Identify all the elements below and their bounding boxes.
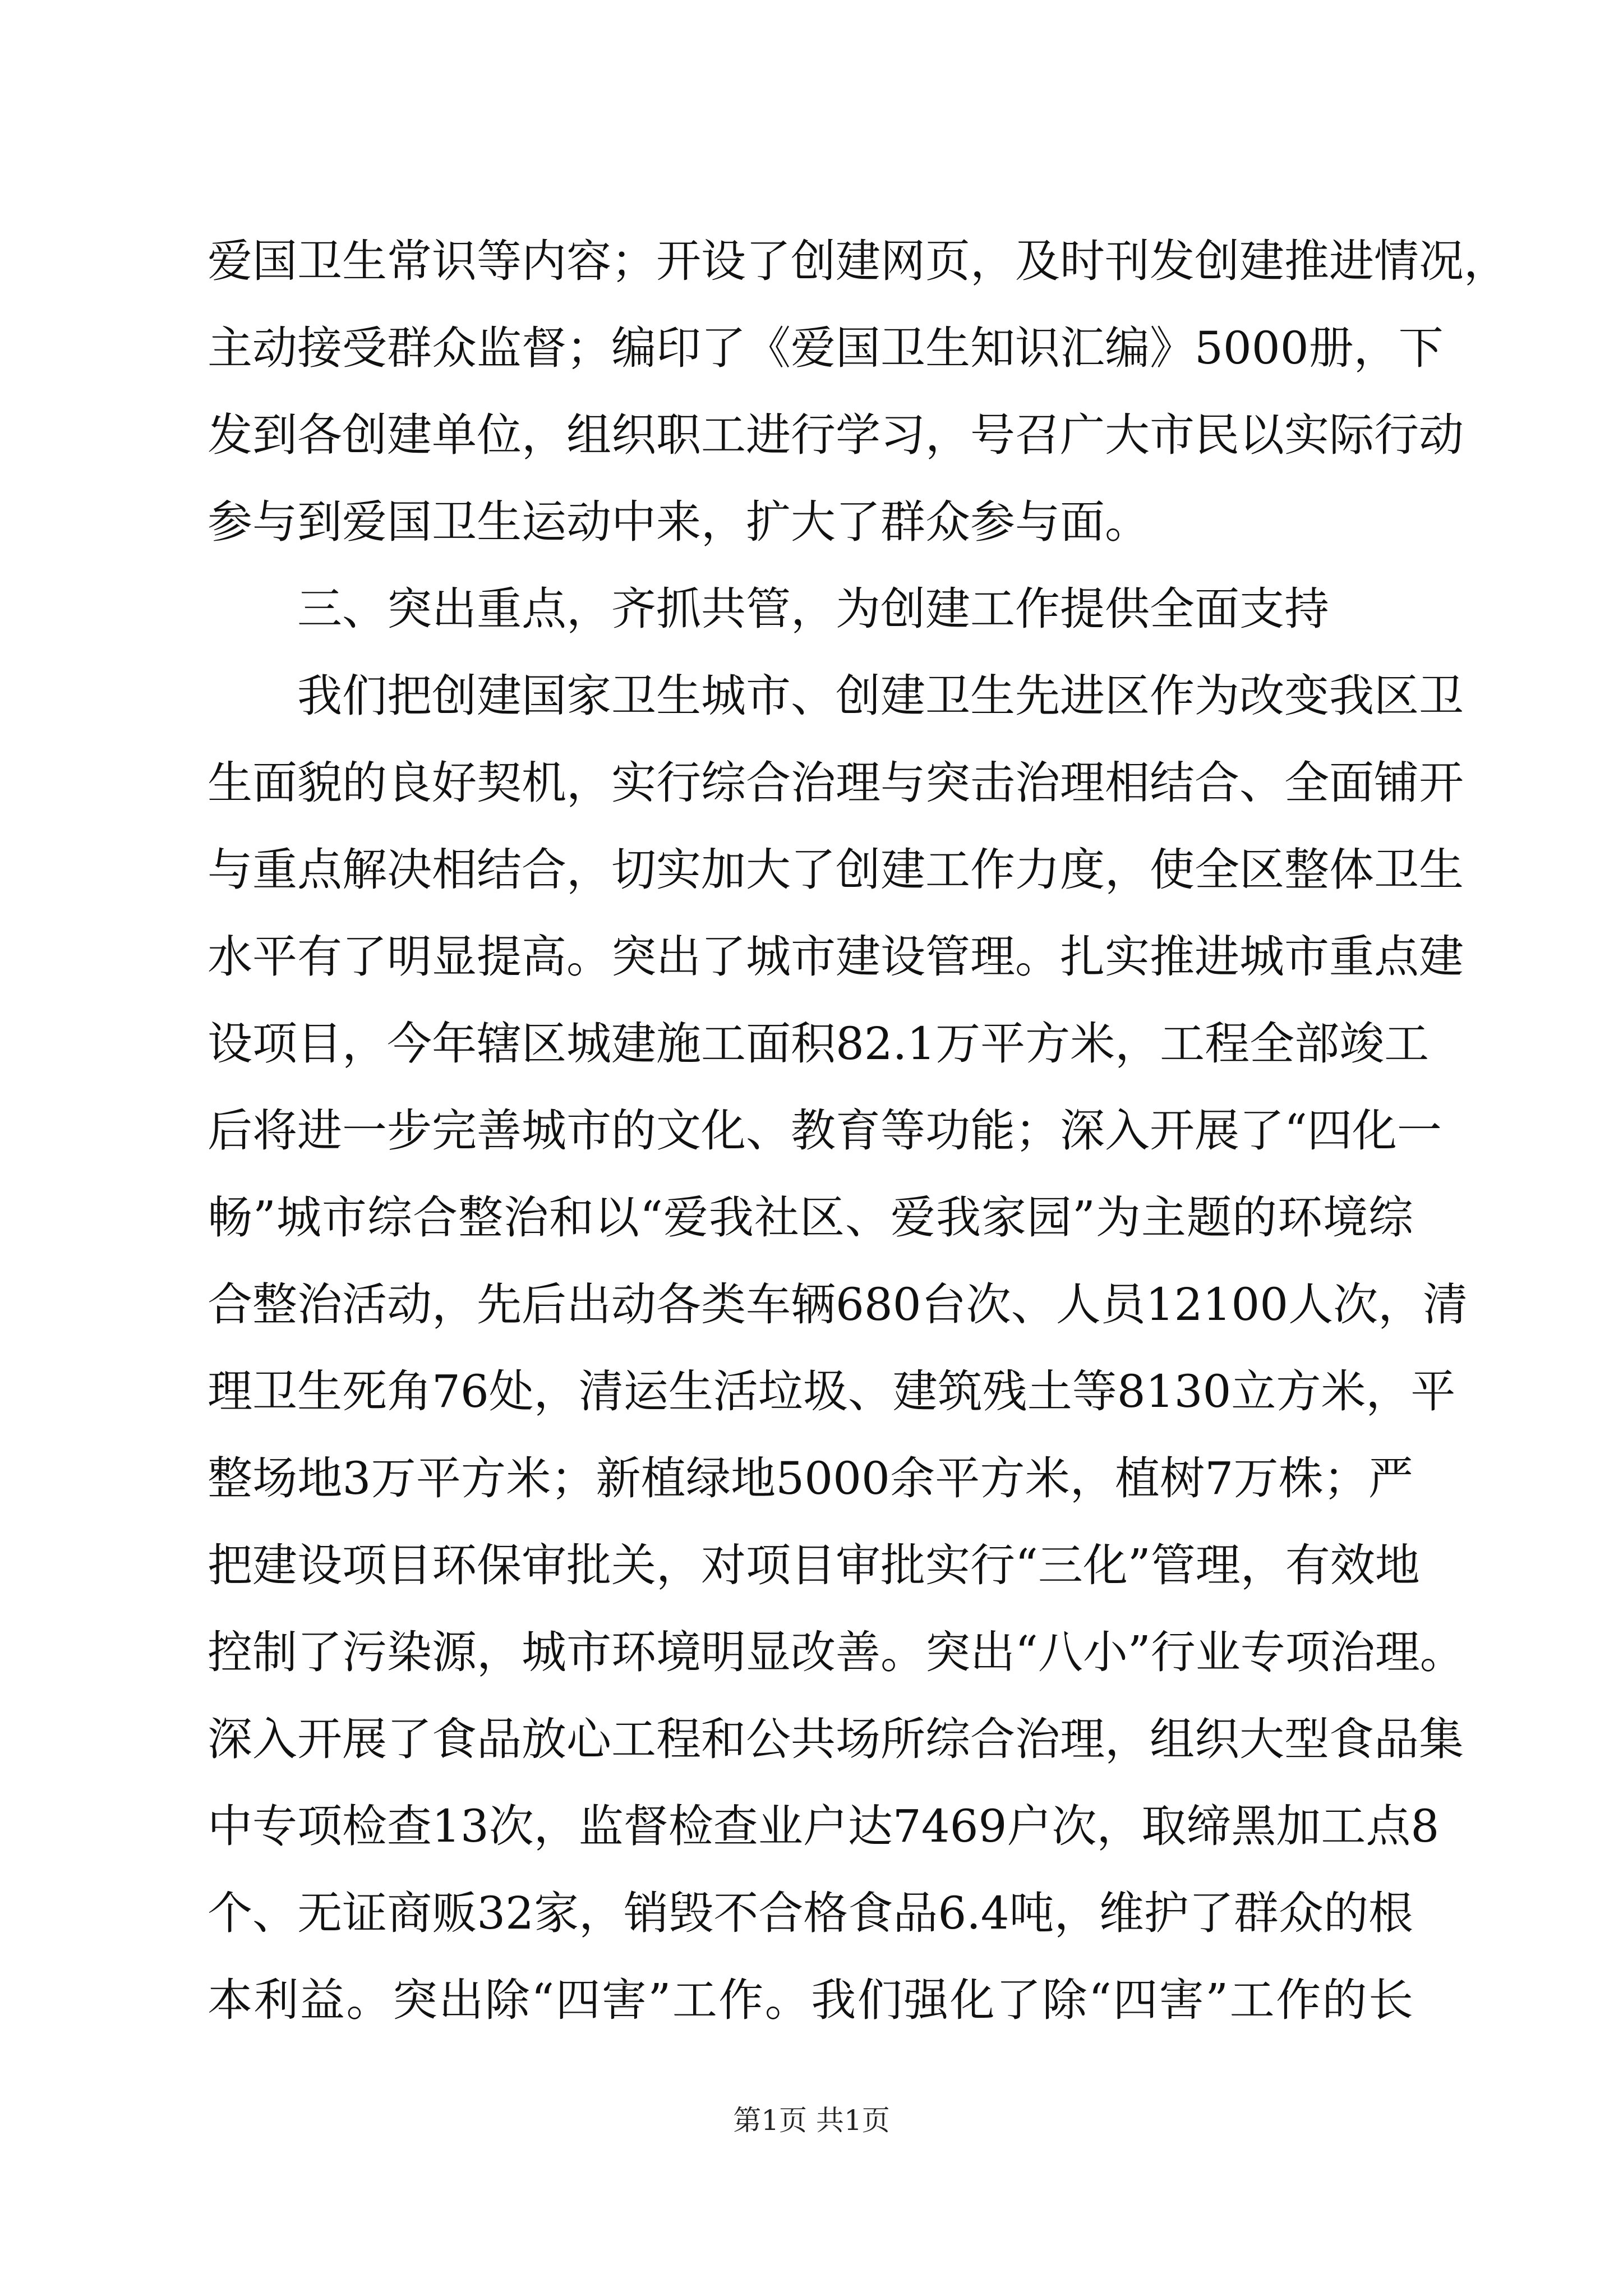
text-line: 我们把创建国家卫生城市、创建卫生先进区作为改变我区卫: [297, 670, 1464, 722]
text-line: 中专项检查13次，监督检查业户达7469户次，取缔黑加工点8: [208, 1800, 1440, 1852]
text-line: 深入开展了食品放心工程和公共场所综合治理，组织大型食品集: [208, 1713, 1464, 1765]
text-line: 合整治活动，先后出动各类车辆680台次、人员12100人次，清: [208, 1278, 1468, 1331]
document-body: [208, 218, 1509, 2044]
text-line: 与重点解决相结合，切实加大了创建工作力度，使全区整体卫生: [208, 844, 1464, 896]
text-line: 水平有了明显提高。突出了城市建设管理。扎实推进城市重点建: [208, 931, 1464, 983]
page-number-footer: 第1页 共1页: [733, 2104, 890, 2137]
text-line: 发到各创建单位，组织职工进行学习，号召广大市民以实际行动: [208, 409, 1464, 461]
text-line: 控制了污染源，城市环境明显改善。突出“八小”行业专项治理。: [208, 1626, 1465, 1678]
text-line: 生面貌的良好契机，实行综合治理与突击治理相结合、全面铺开: [208, 757, 1464, 809]
text-line: 把建设项目环保审批关，对项目审批实行“三化”管理，有效地: [208, 1539, 1420, 1591]
text-line: 后将进一步完善城市的文化、教育等功能；深入开展了“四化一: [208, 1105, 1442, 1157]
section-heading: 三、突出重点，齐抓共管，为创建工作提供全面支持: [297, 583, 1329, 635]
text-line: 本利益。突出除“四害”工作。我们强化了除“四害”工作的长: [208, 1974, 1413, 2026]
text-line: 主动接受群众监督；编印了《爱国卫生知识汇编》5000册，下: [208, 322, 1444, 374]
text-line: 畅”城市综合整治和以“爱我社区、爱我家园”为主题的环境综: [208, 1191, 1413, 1244]
text-line: 设项目，今年辖区城建施工面积82.1万平方米，工程全部竣工: [208, 1018, 1430, 1070]
text-line: 参与到爱国卫生运动中来，扩大了群众参与面。: [208, 496, 1150, 548]
text-line: 理卫生死角76处，清运生活垃圾、建筑残土等8130立方米，平: [208, 1365, 1456, 1418]
text-line: 个、无证商贩32家，销毁不合格食品6.4吨，维护了群众的根: [208, 1887, 1413, 1939]
text-line: 爱国卫生常识等内容；开设了创建网页，及时刊发创建推进情况，: [208, 235, 1509, 287]
text-line: 整场地3万平方米；新植绿地5000余平方米，植树7万株；严: [208, 1452, 1413, 1504]
